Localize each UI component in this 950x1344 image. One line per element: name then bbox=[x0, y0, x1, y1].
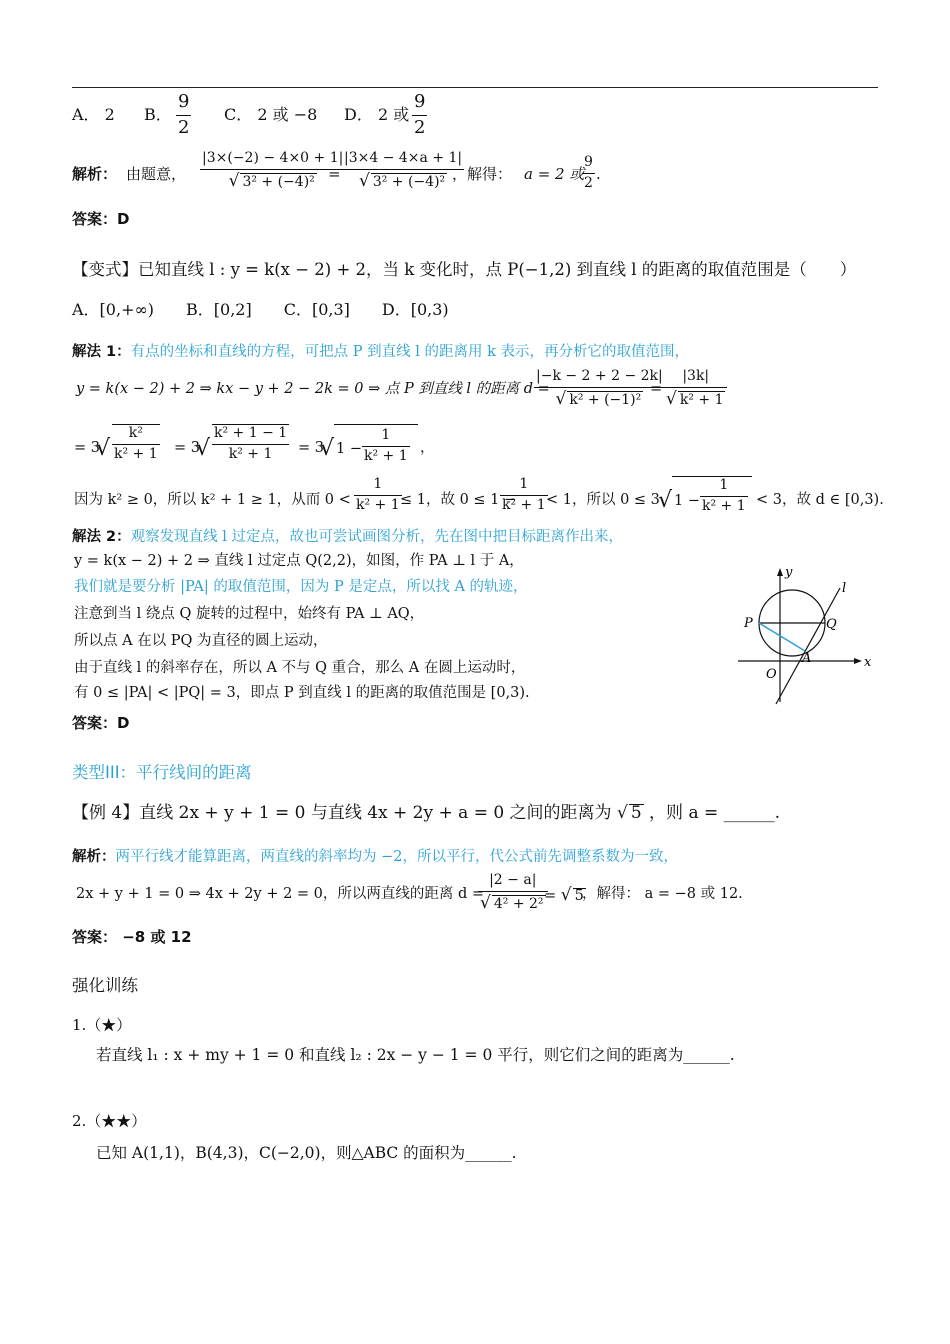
label-p: P bbox=[744, 616, 753, 631]
inner-fraction bbox=[700, 477, 748, 515]
sqrt-five bbox=[544, 887, 586, 904]
method2-line4: 所以点 A 在以 PQ 为直径的圆上运动， bbox=[74, 633, 328, 649]
sqrt-sign: √ bbox=[658, 488, 673, 513]
problem-2-text: 已知 A(1,1)，B(4,3)，C(−2,0)，则△ABC 的面积为______. bbox=[96, 1144, 517, 1162]
example4-line bbox=[72, 804, 780, 830]
training-heading: 强化训练 bbox=[72, 976, 138, 995]
method1-line3-mid: ≤ 1，故 0 ≤ 1 − bbox=[400, 492, 517, 508]
equals-sign: = bbox=[650, 381, 663, 397]
option-c-value: 2 或 −8 bbox=[257, 105, 318, 124]
sqrt-fraction-2 bbox=[212, 424, 289, 463]
x-axis-arrow-icon bbox=[854, 658, 862, 664]
fraction-denominator bbox=[478, 892, 548, 914]
method2-line2: 我们就是要分析 |PA| 的取值范围，因为 P 是定点，所以找 A 的轨迹， bbox=[74, 579, 528, 595]
fraction-numerator: 9 bbox=[176, 91, 191, 116]
variant-question: 【变式】已知直线 l : y = k(x − 2) + 2，当 k 变化时，点 P(−1,2) 到直线 l 的距离的取值范围是（ ） bbox=[72, 260, 857, 279]
problem-1-number: 1.（★） bbox=[72, 1016, 132, 1034]
method2-line3: 注意到当 l 绕点 Q 旋转的过程中，始终有 PA ⊥ AQ， bbox=[74, 606, 425, 622]
fraction-denominator: k² + 1 bbox=[502, 496, 546, 513]
label-o: O bbox=[766, 667, 777, 682]
solution4-text: 2x + y + 1 = 0 ⇒ 4x + 2y + 2 = 0，所以两直线的距离 d = bbox=[76, 886, 485, 902]
sqrt-sign: √ bbox=[96, 436, 111, 461]
fraction-numerator: 1 bbox=[700, 477, 748, 497]
equals-three: = 3 bbox=[74, 440, 100, 456]
fraction-denominator: k² + 1 bbox=[228, 445, 273, 462]
radicand: 5 bbox=[574, 888, 584, 904]
fraction-numerator: 9 bbox=[412, 91, 427, 116]
sqrt-sign: √ bbox=[196, 436, 211, 461]
equals-sign: = bbox=[544, 888, 557, 904]
label-x: x bbox=[864, 655, 872, 670]
sqrt-fraction-1 bbox=[112, 424, 160, 463]
one-minus: 1 − bbox=[336, 441, 362, 457]
one-minus: 1 − bbox=[674, 493, 700, 509]
method1-line3-mid2: < 1，所以 0 ≤ 3 bbox=[546, 492, 660, 508]
bound-fraction-1 bbox=[354, 476, 402, 514]
fraction-numerator: 1 bbox=[362, 427, 410, 447]
method1-description: 有点的坐标和直线的方程，可把点 P 到直线 l 的距离用 k 表示，再分析它的取值范围， bbox=[130, 344, 689, 360]
equals-three: = 3 bbox=[298, 440, 324, 456]
fraction-denominator bbox=[534, 388, 665, 410]
distance-fraction bbox=[534, 368, 665, 410]
fraction-denominator: 2 bbox=[584, 174, 593, 191]
method1-line3-end: < 3，故 d ∈ [0,3). bbox=[756, 492, 884, 508]
option-a bbox=[72, 107, 115, 123]
equals-three: = 3 bbox=[174, 440, 200, 456]
option-c-letter: C． bbox=[224, 105, 253, 124]
fraction-numerator: 9 bbox=[582, 154, 595, 174]
method2-line6: 有 0 ≤ |PA| < |PQ| = 3，即点 P 到直线 l 的距离的取值范围是 [0,3). bbox=[74, 685, 530, 701]
solution-result-fraction bbox=[582, 154, 595, 192]
fraction-denominator: k² + 1 bbox=[702, 497, 746, 514]
answer-2: 答案：D bbox=[72, 714, 130, 732]
fraction-denominator bbox=[200, 170, 345, 192]
solution-tail: ，解得： bbox=[452, 165, 513, 183]
variant-options: A．[0,+∞) B．[0,2] C．[0,3] D．[0,3) bbox=[72, 300, 449, 319]
option-d bbox=[344, 107, 409, 123]
radicand: 5 bbox=[630, 803, 642, 823]
radicand: 4² + 2² bbox=[493, 895, 544, 912]
option-a-letter: A． bbox=[72, 105, 100, 124]
method1-line1-text: y = k(x − 2) + 2 ⇒ kx − y + 2 − 2k = 0 ⇒ 点 P 到直线 l 的距离 d = bbox=[76, 381, 550, 397]
method2-header bbox=[72, 530, 623, 545]
fraction-denominator bbox=[664, 388, 727, 410]
fraction-denominator: k² + 1 bbox=[364, 447, 408, 464]
fraction-numerator: 1 bbox=[500, 476, 548, 496]
period: . bbox=[596, 165, 601, 183]
fraction-numerator: |−k − 2 + 2 − 2k| bbox=[534, 368, 665, 388]
fraction-numerator: |2 − a| bbox=[478, 872, 548, 892]
section-heading-type3: 类型III：平行线间的距离 bbox=[72, 763, 252, 782]
sqrt-sign: √ bbox=[228, 170, 240, 191]
sqrt-expression bbox=[672, 476, 752, 517]
sqrt-sign: √ bbox=[480, 892, 491, 913]
option-d-value: 2 或 bbox=[377, 105, 410, 124]
solution-label: 解析： bbox=[72, 165, 118, 183]
fraction-denominator: k² + 1 bbox=[356, 496, 400, 513]
sqrt-sign: √ bbox=[666, 388, 677, 409]
fraction-numerator: k² + 1 − 1 bbox=[212, 425, 289, 445]
method2-label: 解法 2： bbox=[72, 529, 131, 545]
label-l: l bbox=[842, 581, 847, 596]
fraction-numerator: |3×4 − 4×a + 1| bbox=[342, 150, 464, 170]
fraction-denominator: k² + 1 bbox=[114, 445, 158, 462]
fraction-numerator: |3×(−2) − 4×0 + 1| bbox=[200, 150, 345, 170]
answer-1: 答案：D bbox=[72, 210, 130, 228]
radicand: 3² + (−4)² bbox=[372, 173, 446, 190]
method1-header bbox=[72, 345, 689, 360]
problem-1-text: 若直线 l₁ : x + my + 1 = 0 和直线 l₂ : 2x − y − 1 = 0 平行，则它们之间的距离为______. bbox=[96, 1046, 735, 1064]
solution4-description: 两平行线才能算距离，两直线的斜率均为 −2，所以平行，代公式前先调整系数为一致， bbox=[115, 849, 678, 865]
option-d-fraction bbox=[412, 91, 427, 139]
option-b-fraction bbox=[176, 91, 191, 139]
label-q: Q bbox=[826, 617, 837, 632]
method1-line3-start: 因为 k² ≥ 0，所以 k² + 1 ≥ 1，从而 0 < bbox=[74, 492, 351, 508]
distance-fraction-simplified bbox=[664, 368, 727, 410]
header-rule bbox=[72, 87, 878, 88]
radicand: k² + (−1)² bbox=[569, 391, 642, 408]
fraction-numerator: |3k| bbox=[664, 368, 727, 388]
solution4-result: ，解得： a = −8 或 12. bbox=[582, 886, 743, 902]
solution-fraction-2 bbox=[342, 150, 464, 192]
y-axis-arrow-icon bbox=[777, 568, 783, 576]
radicand: k² + 1 bbox=[679, 391, 724, 408]
fraction-denominator: 2 bbox=[178, 116, 190, 138]
line-l bbox=[776, 588, 840, 704]
option-c bbox=[224, 107, 317, 123]
fraction-denominator bbox=[342, 170, 464, 192]
option-d-letter: D． bbox=[344, 105, 373, 124]
solution4-label: 解析： bbox=[72, 849, 116, 865]
label-a: A bbox=[802, 651, 812, 666]
answer-4 bbox=[72, 930, 192, 945]
method2-line1: y = k(x − 2) + 2 ⇒ 直线 l 过定点 Q(2,2)，如图，作 PA ⊥ l 于 A， bbox=[74, 553, 524, 569]
sqrt-expression-3 bbox=[334, 424, 418, 465]
segment-pa bbox=[759, 623, 805, 651]
inner-fraction bbox=[362, 427, 410, 465]
comma: ， bbox=[420, 440, 435, 456]
sqrt-sign: √ bbox=[560, 885, 572, 905]
method1-label: 解法 1： bbox=[72, 344, 131, 360]
solution4-header bbox=[72, 850, 678, 865]
answer-4-text: 答案： −8 或 12 bbox=[72, 928, 192, 946]
radicand: 3² + (−4)² bbox=[242, 173, 315, 190]
fraction-numerator: 1 bbox=[354, 476, 402, 496]
solution-result: a = 2 或 bbox=[524, 165, 585, 183]
solution-fraction-1 bbox=[200, 150, 345, 192]
example4-blank: ，则 a = ______. bbox=[649, 803, 781, 823]
fraction-numerator: k² bbox=[112, 425, 160, 445]
sqrt-sign: √ bbox=[358, 170, 370, 191]
label-y: y bbox=[785, 565, 793, 580]
method2-line5: 由于直线 l 的斜率存在，所以 A 不与 Q 重合，那么 A 在圆上运动时， bbox=[74, 660, 526, 676]
sqrt-sign: √ bbox=[555, 388, 567, 409]
bound-fraction-2 bbox=[500, 476, 548, 514]
sqrt-sign: √ bbox=[616, 803, 628, 823]
method2-description: 观察发现直线 l 过定点，故也可尝试画图分析，先在图中把目标距离作出来， bbox=[130, 529, 623, 545]
problem-2-number: 2.（★★） bbox=[72, 1112, 147, 1130]
fraction-denominator: 2 bbox=[414, 116, 426, 138]
example4-text: 【例 4】直线 2x + y + 1 = 0 与直线 4x + 2y + a = 0 之间的距离为 bbox=[72, 803, 612, 823]
equals-sign: = bbox=[328, 165, 341, 183]
parallel-distance-fraction bbox=[478, 872, 548, 914]
option-b-letter: B． bbox=[144, 105, 172, 124]
option-a-value: 2 bbox=[104, 105, 115, 124]
solution-intro: 由题意， bbox=[126, 165, 187, 183]
geometry-figure bbox=[730, 562, 880, 712]
sqrt-sign: √ bbox=[320, 436, 335, 461]
